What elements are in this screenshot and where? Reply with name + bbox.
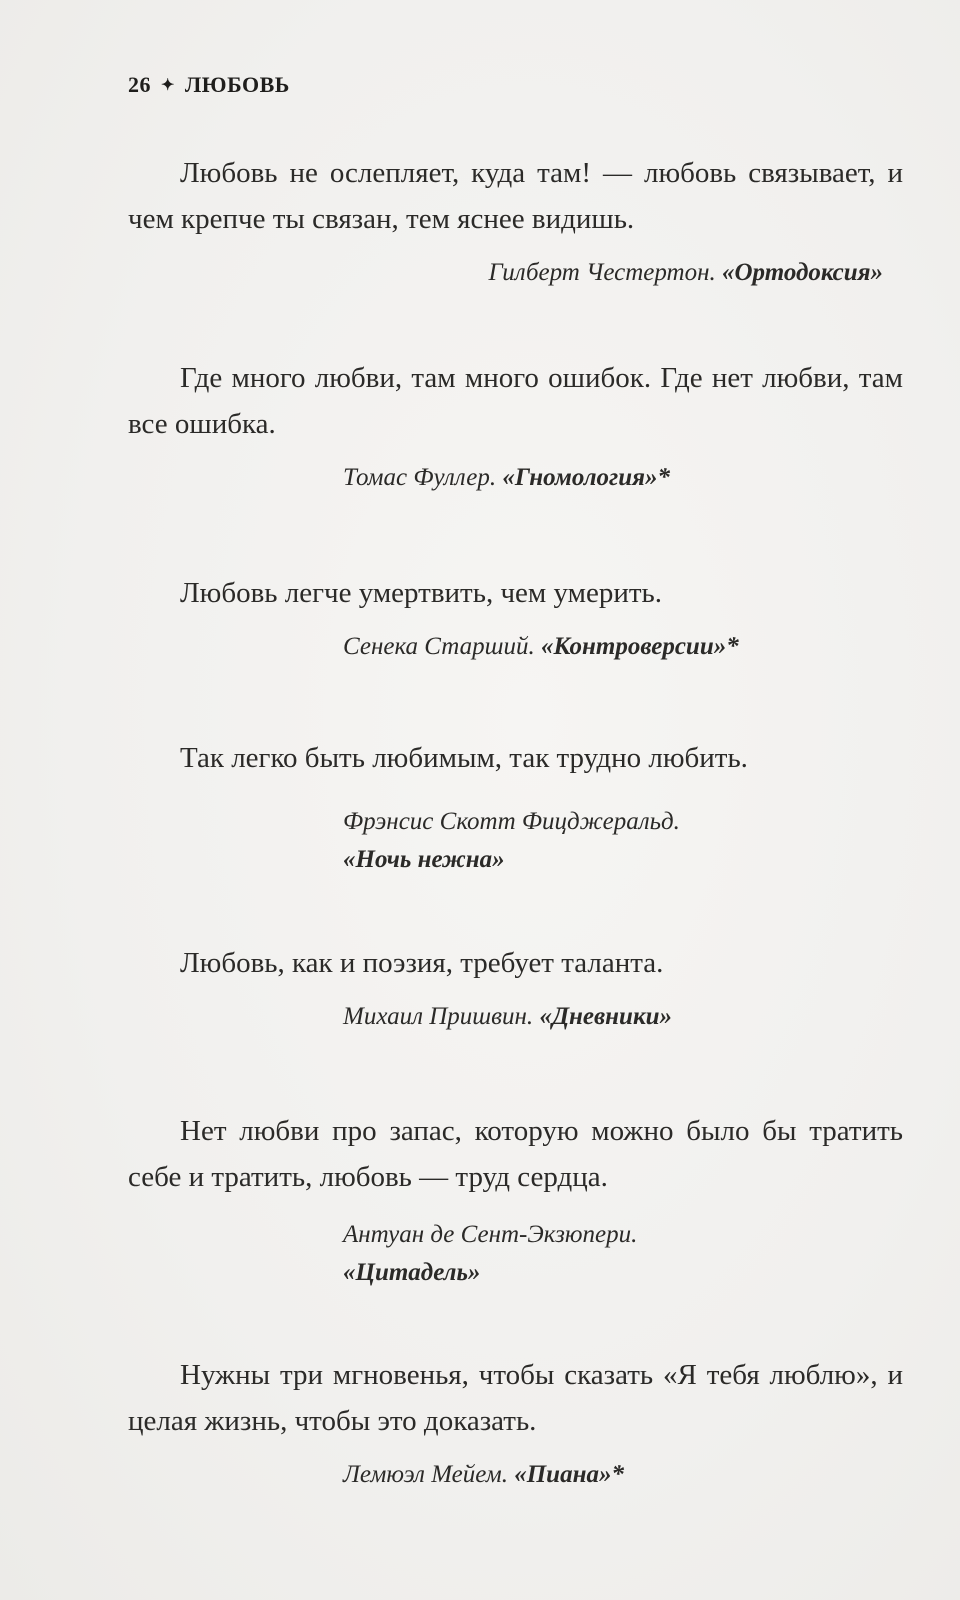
quote-text: Нет любви про запас, которую можно было бы тратить себе и тратить, любовь — труд сердца.: [128, 1115, 903, 1193]
quote-text: Любовь, как и поэзия, требует таланта.: [180, 947, 664, 979]
author-name: Гилберт Честертон.: [488, 259, 716, 286]
separator-ornament-icon: ✦: [161, 77, 175, 94]
author-name: Сенека Старший.: [343, 633, 535, 660]
work-title: «Гномология»*: [502, 464, 671, 491]
quote-attribution: [128, 628, 903, 666]
quote-text: Любовь легче умертвить, чем умерить.: [180, 577, 663, 609]
work-title: «Контроверсии»*: [541, 633, 739, 660]
quote-block: [128, 355, 903, 497]
chapter-title: ЛЮБОВЬ: [184, 72, 290, 97]
work-title: «Дневники»: [539, 1003, 673, 1030]
quote-block: [128, 570, 903, 666]
quote-attribution: [128, 254, 903, 292]
quote-text: Любовь не ослепляет, куда там! — любовь связывает, и чем крепче ты связан, тем яснее видишь.: [128, 157, 903, 235]
running-header: [128, 72, 290, 98]
quote-attribution: [128, 1456, 903, 1494]
quote-block: [128, 1108, 903, 1292]
quote-block: [128, 1352, 903, 1494]
work-title: «Цитадель»: [343, 1259, 481, 1286]
quote-attribution: [128, 998, 903, 1036]
author-name: Лемюэл Мейем.: [343, 1461, 508, 1488]
author-name: Михаил Пришвин.: [343, 1003, 534, 1030]
quote-attribution: [128, 1216, 903, 1292]
quote-block: [128, 735, 903, 879]
quote-block: [128, 940, 903, 1036]
page-number: 26: [128, 72, 151, 97]
quote-text: Так легко быть любимым, так трудно любить.: [180, 742, 748, 774]
work-title: «Ночь нежна»: [343, 846, 505, 873]
quote-attribution: [128, 803, 903, 879]
quote-block: [128, 150, 903, 292]
work-title: «Ортодоксия»: [721, 259, 883, 286]
quote-text: Нужны три мгновенья, чтобы сказать «Я тебя люблю», и целая жизнь, чтобы это доказать.: [128, 1359, 903, 1437]
quote-text: Где много любви, там много ошибок. Где нет любви, там все ошибка.: [128, 362, 903, 440]
author-name: Фрэнсис Скотт Фицджеральд.: [343, 808, 680, 835]
author-name: Антуан де Сент-Экзюпери.: [343, 1221, 638, 1248]
work-title: «Пиана»*: [514, 1461, 624, 1488]
author-name: Томас Фуллер.: [343, 464, 497, 491]
quote-attribution: [128, 459, 903, 497]
